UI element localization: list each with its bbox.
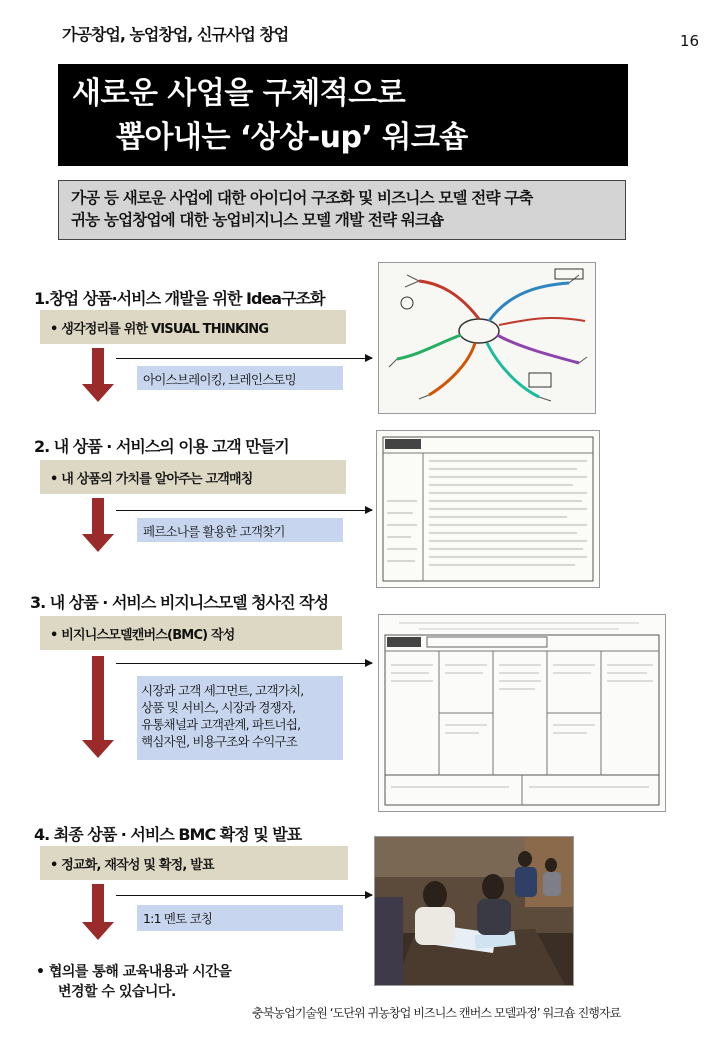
subtitle-line-2: 귀농 농업창업에 대한 농업비지니스 모델 개발 전략 워크숍: [71, 211, 444, 229]
footer-note-line-1: • 협의를 통해 교육내용과 시간을: [36, 964, 232, 980]
document-category: 가공창업, 농업창업, 신규사업 창업: [62, 25, 289, 44]
subtitle-box: [58, 180, 626, 240]
section-3-detail: 시장과 고객 세그먼트, 고객가치, 상품 및 서비스, 시장과 경쟁자, 유통채널과 고객관계, 파트너쉽, 핵심자원, 비용구조와 수익구조: [137, 676, 343, 760]
section-1-detail: 아이스브레이킹, 브레인스토밍: [137, 366, 343, 390]
section-1-right-arrow: [116, 358, 372, 359]
footer-note-line-2: 변경할 수 있습니다.: [58, 984, 176, 1000]
section-4-down-arrow: [85, 884, 111, 940]
section-4-right-arrow: [116, 895, 372, 896]
business-model-canvas-image: [378, 614, 666, 812]
page-number: 16: [680, 32, 700, 50]
section-2-title: 2. 내 상품 · 서비스의 이용 고객 만들기: [34, 437, 289, 456]
section-3-title: 3. 내 상품 · 서비스 비지니스모델 청사진 작성: [30, 593, 329, 612]
mind-map-image: [378, 262, 596, 414]
section-3-down-arrow: [85, 656, 111, 760]
section-4-bullet: • 정교화, 재작성 및 확정, 발표: [40, 846, 348, 880]
section-1-bullet: • 생각정리를 위한 VISUAL THINKING: [40, 310, 346, 344]
section-1-title: 1.창업 상품·서비스 개발을 위한 Idea구조화: [34, 289, 325, 308]
section-2-detail: 페르소나를 활용한 고객찾기: [137, 518, 343, 542]
source-credit: 충북농업기술원 ‘도단위 귀농창업 비즈니스 캔버스 모델과정’ 워크숍 진행자료: [252, 1006, 621, 1020]
persona-worksheet-image: [376, 430, 600, 588]
section-1-down-arrow: [85, 348, 111, 402]
title-line-1: 새로운 사업을 구체적으로: [72, 76, 406, 111]
section-3-right-arrow: [116, 663, 372, 664]
section-2-right-arrow: [116, 510, 372, 511]
workshop-photo: [374, 836, 574, 986]
section-4-title: 4. 최종 상품 · 서비스 BMC 확정 및 발표: [34, 825, 302, 844]
section-4-detail: 1:1 멘토 코칭: [137, 905, 343, 931]
section-3-bullet: • 비지니스모델캔버스(BMC) 작성: [40, 616, 342, 650]
footer-note: [36, 962, 231, 1002]
title-box: [58, 64, 628, 166]
subtitle-line-1: 가공 등 새로운 사업에 대한 아이디어 구조화 및 비즈니스 모델 전략 구축: [71, 189, 533, 207]
section-2-down-arrow: [85, 498, 111, 552]
title-line-2: 뽑아내는 ‘상상-up’ 워크숍: [116, 120, 468, 155]
section-2-bullet: • 내 상품의 가치를 알아주는 고객매칭: [40, 460, 346, 494]
